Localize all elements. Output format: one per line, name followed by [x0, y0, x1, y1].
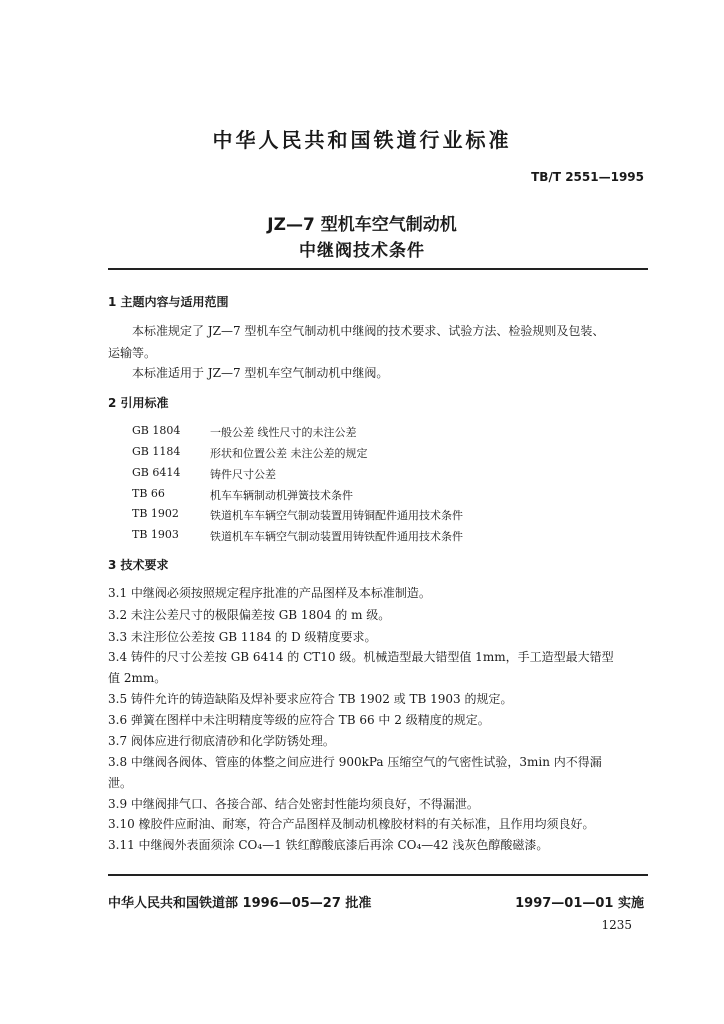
requirement-item: 3.7 阀体应进行彻底清砂和化学防锈处理。: [108, 734, 335, 748]
ref-code: TB 1903: [132, 528, 179, 541]
approval-date: 中华人民共和国铁道部 1996—05—27 批准: [108, 896, 372, 911]
section1-para1-line1: 本标准规定了 JZ—7 型机车空气制动机中继阀的技术要求、试验方法、检验规则及包装、: [132, 324, 605, 338]
requirement-item: 3.11 中继阀外表面须涂 CO₄—1 铁红醇酸底漆后再涂 CO₄—42 浅灰色醇酸磁漆。: [108, 838, 549, 852]
requirement-item: 3.2 未注公差尺寸的极限偏差按 GB 1804 的 m 级。: [108, 608, 391, 622]
ref-code: GB 6414: [132, 466, 181, 479]
requirement-item-continued: 值 2mm。: [108, 671, 167, 685]
ref-title: 铁道机车车辆空气制动装置用铸铁配件通用技术条件: [210, 530, 463, 543]
ref-code: GB 1184: [132, 445, 181, 458]
ref-code: TB 66: [132, 487, 165, 500]
requirement-item: 3.5 铸件允许的铸造缺陷及焊补要求应符合 TB 1902 或 TB 1903 的规定。: [108, 692, 513, 706]
requirement-item-continued: 泄。: [108, 776, 133, 790]
ref-code: TB 1902: [132, 507, 179, 520]
section3-heading: 3 技术要求: [108, 558, 169, 572]
ref-title: 铁道机车车辆空气制动装置用铸铜配件通用技术条件: [210, 509, 463, 522]
requirement-item: 3.8 中继阀各阀体、管座的体整之间应进行 900kPa 压缩空气的气密性试验，3min 内不得漏: [108, 755, 602, 769]
ref-title: 铸件尺寸公差: [210, 468, 276, 481]
header-divider: [108, 268, 648, 270]
effective-date: 1997—01—01 实施: [515, 896, 644, 911]
document-title-line2: 中继阀技术条件: [299, 241, 425, 261]
requirement-item: 3.3 未注形位公差按 GB 1184 的 D 级精度要求。: [108, 630, 377, 644]
requirement-item: 3.10 橡胶件应耐油、耐寒，符合产品图样及制动机橡胶材料的有关标准，且作用均须良好。: [108, 817, 595, 831]
requirement-item: 3.1 中继阀必须按照规定程序批准的产品图样及本标准制造。: [108, 586, 431, 600]
page-number: 1235: [601, 918, 632, 932]
ref-title: 机车车辆制动机弹簧技术条件: [210, 489, 353, 502]
footer-divider: [108, 874, 648, 876]
ref-code: GB 1804: [132, 424, 181, 437]
ref-title: 形状和位置公差 未注公差的规定: [210, 447, 368, 460]
section2-heading: 2 引用标准: [108, 396, 169, 410]
requirement-item: 3.6 弹簧在图样中未注明精度等级的应符合 TB 66 中 2 级精度的规定。: [108, 713, 490, 727]
ref-title: 一般公差 线性尺寸的未注公差: [210, 426, 357, 439]
section1-para1-line2: 运输等。: [108, 346, 157, 360]
section1-heading: 1 主题内容与适用范围: [108, 295, 229, 309]
section1-para2: 本标准适用于 JZ—7 型机车空气制动机中继阀。: [132, 366, 389, 380]
standard-code: TB/T 2551—1995: [531, 170, 644, 184]
requirement-item: 3.9 中继阀排气口、各接合部、结合处密封性能均须良好，不得漏泄。: [108, 797, 479, 811]
requirement-item: 3.4 铸件的尺寸公差按 GB 6414 的 CT10 级。机械造型最大错型值 1mm，手工造型最大错型: [108, 650, 614, 664]
issuing-organization: 中华人民共和国铁道行业标准: [212, 128, 512, 152]
document-title-line1: JZ—7 型机车空气制动机: [267, 215, 457, 235]
